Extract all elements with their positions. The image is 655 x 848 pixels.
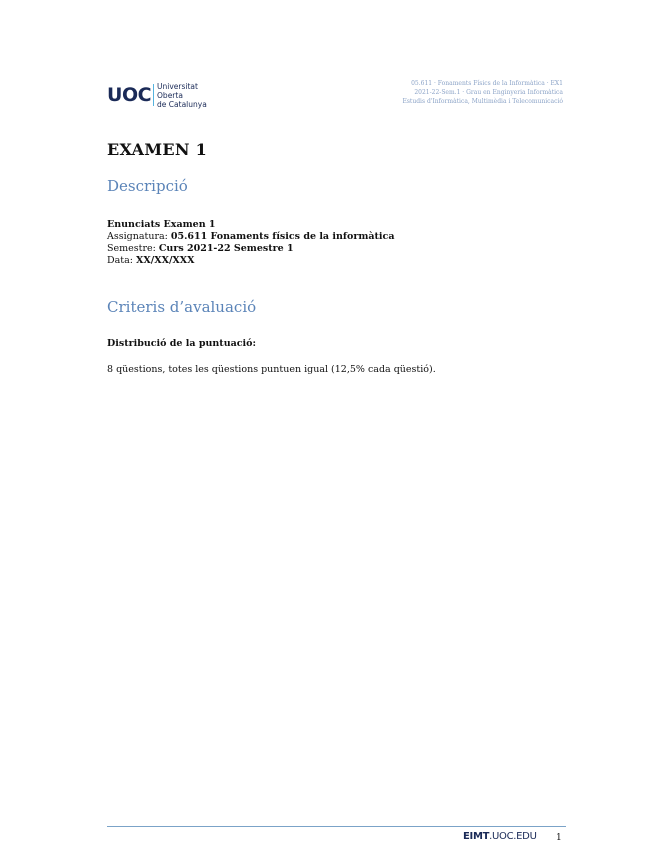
distribution-heading: Distribució de la puntuació: [107,338,256,349]
exam-statement-line: Enunciats Examen 1 [107,219,216,230]
description-heading: Descripció [107,177,188,195]
logo-mark-oc: OC [121,83,152,106]
uoc-logo [107,80,225,110]
criteria-heading: Criteris d’avaluació [107,298,257,316]
logo-text-line2: de Catalunya [157,99,207,109]
footer-brand [463,831,537,842]
logo-text [157,82,225,109]
subject-label: Assignatura: [107,231,168,242]
page-title: EXAMEN 1 [107,140,208,159]
course-header-line3: Estudis d'Informàtica, Multimèdia i Telecomunicació [402,98,563,105]
semester-label: Semestre: [107,243,156,254]
exam-info [107,219,394,267]
date-value: XX/XX/XXX [136,255,195,266]
footer-divider [107,826,566,827]
course-header-line2: 2021-22-Sem.1 · Grau en Enginyeria Informàtica [414,89,563,96]
uoc-logo-mark [107,83,152,106]
footer-brand-light: .UOC.EDU [489,831,537,842]
course-header [402,79,563,106]
semester-value: Curs 2021-22 Semestre 1 [158,243,294,254]
logo-divider [153,84,154,106]
subject-value: 05.611 Fonaments físics de la informàtica [170,231,395,242]
date-label: Data: [107,255,133,266]
date-line [107,255,394,267]
subject-line [107,231,394,243]
distribution-text: 8 qüestions, totes les qüestions puntuen igual (12,5% cada qüestió). [107,364,436,375]
course-header-line1: 05.611 · Fonaments Físics de la Informàtica · EX1 [411,80,563,87]
semester-line [107,243,394,255]
footer-brand-bold: EIMT [463,831,490,842]
page-number: 1 [556,833,562,843]
logo-text-line1: Universitat Oberta [157,81,198,100]
logo-mark-u: U [107,83,122,106]
